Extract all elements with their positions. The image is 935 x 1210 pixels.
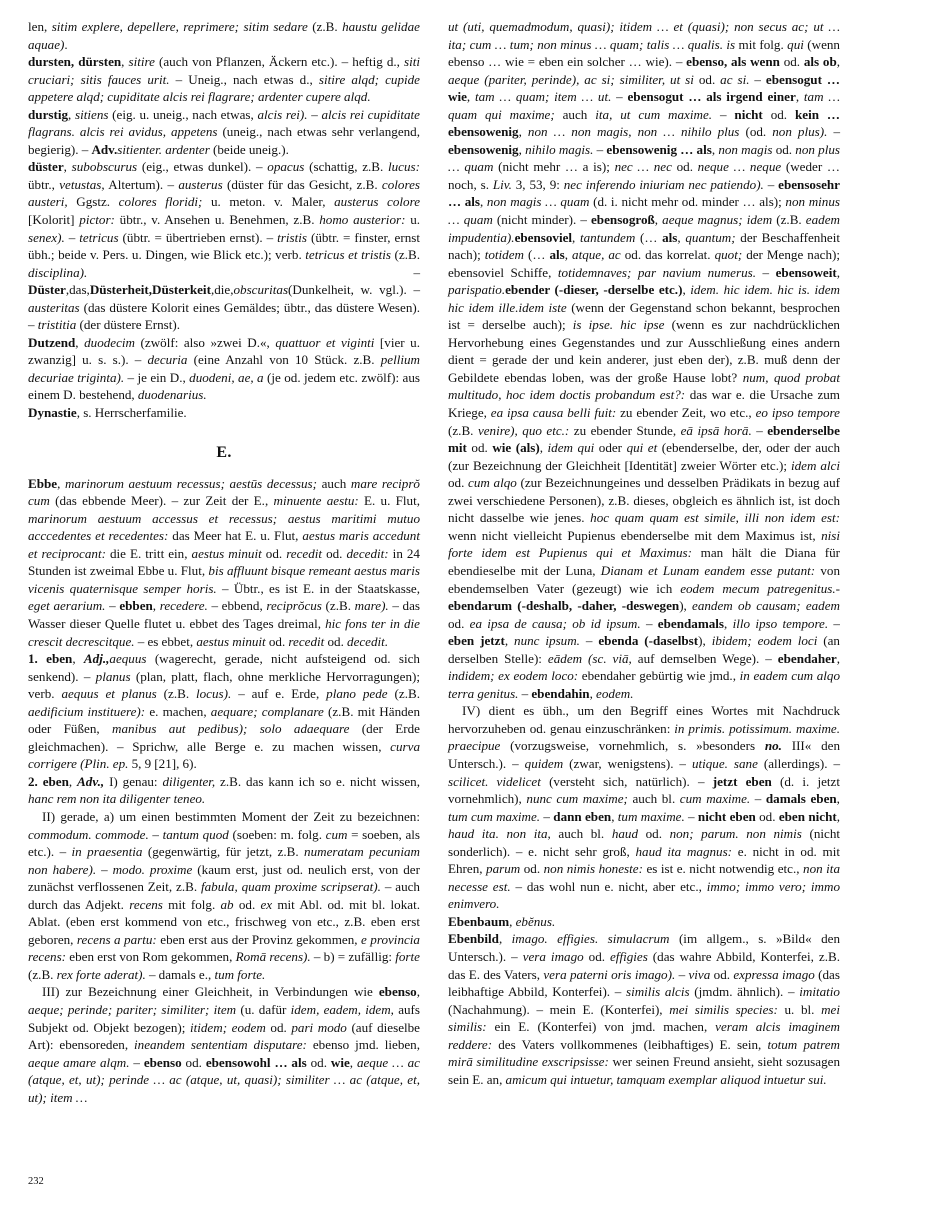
entry-paragraph: II) gerade, a) um einen bestimmten Moment der Zeit zu bezeichnen: commodum. commode. – tantum quod (soeben: m. folg. cum = soeben, als etc.). – in praesentia (gegenwärtig, für jetzt, z.B. numeratam pecuniam non habere). – modo. proxime (kaum erst, just od. neulich erst, von der zunächst verflossenen Zeit, z.B. fabula, quam proxime scripserat). – auch durch das Adjekt. recens mit folg. ab od. ex mit Abl. od. mit bl. lokat. Ablat. (eben erst kommend von etc., frischweg von etc., z.B. eben erst geboren, recens a partu: eben erst aus der Provinz gekommen, e provincia recens: eben erst von Rom gekommen, Romā recens). – b) = zufällig: forte (z.B. rex forte aderat). – damals e., tum forte. (28, 808, 420, 982)
left-column-entries-after-heading (28, 475, 420, 1107)
right-column (448, 18, 840, 1158)
page-number: 232 (28, 1176, 44, 1187)
left-column-entries-before-heading (28, 18, 420, 422)
dictionary-entry: Dynastie, s. Herrscherfamilie. (28, 405, 187, 421)
dictionary-entry: Ebenbaum, ebĕnus. (448, 913, 556, 929)
letter-section-heading: E. (216, 443, 232, 461)
dictionary-entry: Ebbe, marinorum aestuum recessus; aestūs decessus; auch mare reciprŏ cum (das ebbende Meer). – zur Zeit der E., minuente aestu: E. u. Flut, marinorum aestuum accessus et recessus; aestus maritimi mutuo acccedentes et recedentes: das Meer hat E. u. Flut, aestus maris accedunt et reciprocant: die E. tritt ein, aestus minuit od. recedit od. decedit: in 24 Stunden ist zweimal Ebbe u. Flut, bis affluunt bisque remeant aestus maris vicenis quaternisque semper horis. – Übtr., es ist E. in der Staatskasse, eget aerarium. – ebben, recedere. – ebbend, reciprŏcus (z.B. mare). – das Wasser dieser Quelle flutet u. ebbet des Tages dreimal, hic fons ter in die crescit decrescitque. – es ebbet, aestus minuit od. recedit od. decedit. (28, 475, 421, 649)
dictionary-entry: Ebenbild, imago. effigies. simulacrum (im allgem., s. »Bild« den Untersch.). – vera imago od. effigies (das wahre Abbild, Konterfei, z.B. das E. des Vaters, vera paterni oris imago). – viva od. expressa imago (das leibhaftige Abbild, Konterfei). – similis alcis (jmdm. ähnlich). – imitatio (Nachahmung). – mein E. (Konterfei), mei similis species: u. bl. mei similis: ein E. (Konterfei) von jmd. machen, veram alcis imaginem reddere: des Vaters vollkommenes (leibhaftiges) E. sein, totum patrem mirā similitudine exscripsisse: wer seinen Freund ansieht, sieht sozusagen sein E. an, amicum qui intuetur, tamquam exemplar aliquod intuetur sui. (448, 931, 840, 1087)
dictionary-entry: durstig, sitiens (eig. u. uneig., nach etwas, alcis rei). – alcis rei cupiditate flagrans. alcis rei avidus, appetens (uneig., nach etwas sehr verlangend, begierig). – Adv.sitienter. ardenter (beide uneig.). (28, 106, 420, 157)
two-column-layout (28, 18, 840, 1158)
dictionary-entry: dursten, dürsten, sitire (auch von Pflanzen, Äckern etc.). – heftig d., siti cruciari; sitis fauces urit. – Uneig., nach etwas d., sitire alqd; cupide appetere alqd; cupiditate alcis rei flagrare; ardenter cupere alqd. (28, 54, 420, 105)
entry-paragraph: III) zur Bezeichnung einer Gleichheit, in Verbindungen wie ebenso, aeque; perinde; pariter; similiter; item (u. dafür idem, eadem, idem, aufs Subjekt od. Objekt bezogen); itidem; eodem od. pari modo (auf dieselbe Art): ebensoreden, ineandem sententiam disputare: ebenso jmd. lieben, aeque amare alqm. – ebenso od. ebensowohl … als od. wie, aeque … ac (atque, et, ut); perinde … ac (atque, ut, quasi); similiter … ac (atque, et, ut); item … (28, 984, 421, 1105)
entry-paragraph: IV) dient es übh., um den Begriff eines Wortes mit Nachdruck hervorzuheben od. genau einzuschränken: in primis. potissimum. maxime. praecipue (vorzugsweise, vornehmlich, s. »besonders no. III« den Untersch.). – quidem (zwar, wenigstens). – utique. sane (allerdings). – scilicet. videlicet (versteht sich, natürlich). – jetzt eben (d. i. jetzt vornehmlich), nunc cum maxime; auch bl. cum maxime. – damals eben, tum cum maxime. – dann eben, tum maxime. – nicht eben od. eben nicht, haud ita. non ita, auch bl. haud od. non; parum. non nimis (nicht sonderlich). – e. nicht sehr groß, haud ita magnus: e. nicht in od. mit Ehren, parum od. non nimis honeste: es ist e. nicht notwendig etc., non ita necesse est. – das wohl nun e. nicht, aber etc., immo; immo vero; immo enimvero. (448, 703, 841, 912)
entry-paragraph: ut (uti, quemadmodum, quasi); itidem … et (quasi); non secus ac; ut … ita; cum … tum; non minus … quam; talis … qualis. is mit folg. qui (wenn ebenso … wie = eben ein solcher … wie). – ebenso, als wenn od. als ob, aeque (pariter, perinde), ac si; similiter, ut si od. ac si. – ebensogut … wie, tam … quam; item … ut. – ebensogut … als irgend einer, tam … quam qui maxime; auch ita, ut cum maxime. – nicht od. kein … ebensowenig, non … non magis, non … nihilo plus (od. non plus). – ebensowenig, nihilo magis. – ebensowenig … als, non magis od. non plus … quam (nicht mehr … a is); nec … nec od. neque … neque (weder … noch, s. Liv. 3, 53, 9: nec inferendo iniuriam nec patiendo). – ebensosehr … als, non magis … quam (d. i. nicht mehr od. minder … als); non minus … quam (nicht minder). – ebensogroß, aeque magnus; idem (z.B. eadem impudentia).ebensoviel, tantundem (… als, quantum; der Beschaffenheit nach); totidem (… als, atque, ac od. das korrelat. quot; der Menge nach); ebensoviel Schiffe, totidemnaves; par navium numerus. – ebensoweit, parispatio.ebender (-dieser, -derselbe etc.), idem. hic idem. hic is. idem hic idem ille.idem iste (wenn der Gegenstand schon bekannt, besprochen ist = derselbe auch); is ipse. hic ipse (wenn es zur nachdrücklichen Hervorhebung eines Gegenstandes und zur Ausschließung eines andern dient = gerade der und kein anderer, just eben der), z.B. muß denn der Gebildete ebendas loben, was der große Hause lobt? num, quod probat multitudo, hoc idem doctis probandum est?: das war e. die Ursache zum Kriege, ea ipsa causa belli fuit: zu ebender Zeit, wo etc., eo ipso tempore (z.B. venire), quo etc.: zu ebender Stunde, eā ipsā horā. – ebenderselbe mit od. wie (als), idem qui oder qui et (ebenderselbe, der, oder der auch (zur Bezeichnung der Gleichheit [Identität] zweier Wörter etc.); idem alci od. cum alqo (zur Bezeichnungeines und desselben Prädikats in bezug auf zwei verschiedene Personen), z.B. dieses, obgleich es ähnlich ist, ist doch nicht dasselbe wie jenes. hoc quam quam est simile, illi non idem est: wenn nicht vielleicht Pupienus ebenderselbe mit dem Maximus ist, nisi forte idem est Pupienus qui et Maximus: man hält die Diana für ebendieselbe mit der Luna, Dianam et Lunam eandem esse putant: von ebendemselben Vater (gezeugt) wie ich eodem mecum patregenitus.-ebendarum (-deshalb, -daher, -deswegen), eandem ob causam; eadem od. ea ipsa de causa; ob id ipsum. – ebendamals, illo ipso tempore. – eben jetzt, nunc ipsum. – ebenda (-daselbst), ibidem; eodem loci (an derselben Stelle): eādem (sc. viā, auf demselben Wege). – ebendaher, indidem; ex eodem loco: ebendaher gebürtig wie jmd., in eadem cum alqo terra genitus. – ebendahin, eodem. (448, 19, 841, 701)
dictionary-entry: 2. eben, Adv., I) genau: diligenter, z.B. das kann ich so e. nicht wissen, hanc rem non ita diligenter teneo. (28, 773, 420, 807)
dictionary-entry: düster, subobscurus (eig., etwas dunkel). – opacus (schattig, z.B. lucus: übtr., vetustas, Altertum). – austerus (düster für das Gesicht, z.B. colores austeri, Ggstz. colores floridi; u. meton. v. Maler, austerus colore [Kolorit] pictor: übtr., v. Ansehen u. Benehmen, z.B. homo austerior: u. senex). – tetricus (übtr. = übertrieben ernst). – tristis (übtr. = finster, ernst übh.; beide v. Pers. u. Dingen, wie Blick etc.); verb. tetricus et tristis (z.B. disciplina). – Düster,das,Düsterheit,Düsterkeit,die,obscuritas(Dunkelheit, w. vgl.). – austeritas (das düstere Kolorit eines Gemäldes; übtr., das düstere Wesen). – tristitia (der düstere Ernst). (28, 159, 421, 333)
dictionary-entry: 1. eben, Adj.,aequus (wagerecht, gerade, nicht aufsteigend od. sich senkend). – planus (plan, platt, flach, ohne merkliche Hervorragungen); verb. aequus et planus (z.B. locus). – auf e. Erde, plano pede (z.B. aedificium instituere): e. machen, aequare; complanare (z.B. mit Händen oder Füßen, manibus aut pedibus); solo adaequare (der Erde gleichmachen). – Sprichw, alle Berge e. zu machen wissen, curva corrigere (Plin. ep. 5, 9 [21], 6). (28, 651, 421, 772)
left-column (28, 18, 420, 1158)
dictionary-entry: Dutzend, duodecim (zwölf: also »zwei D.«, quattuor et viginti [vier u. zwanzig] u. s. s.). – decuria (eine Anzahl von 10 Stück. z.B. pellium decuriae triginta). – je ein D., duodeni, ae, a (je od. jedem etc. zwölf): aus einem D. bestehend, duodenarius. (28, 334, 420, 403)
right-column-entries (448, 18, 840, 1088)
entry-paragraph: len, sitim explere, depellere, reprimere; sitim sedare (z.B. haustu gelidae aquae). (28, 19, 420, 52)
